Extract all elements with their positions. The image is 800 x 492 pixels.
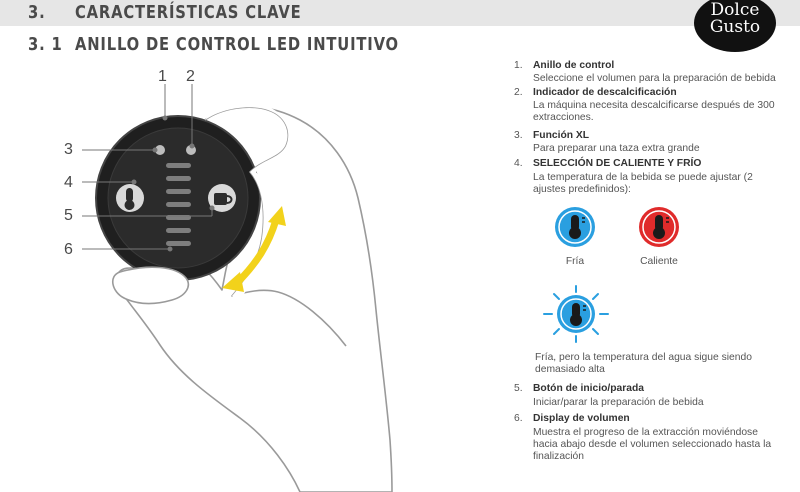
item-title: Anillo de control xyxy=(533,60,615,71)
temperature-button-icon xyxy=(116,184,144,212)
callout-6: 6 xyxy=(64,241,73,258)
item-number: 1. xyxy=(514,60,523,71)
logo-line-2: Gusto xyxy=(709,17,761,37)
item-title: SELECCIÓN DE CALIENTE Y FRÍO xyxy=(533,158,702,169)
led-bar xyxy=(166,241,191,246)
callout-3: 3 xyxy=(64,141,73,158)
section-number: 3. xyxy=(28,2,46,23)
subsection-title: ANILLO DE CONTROL LED INTUITIVO xyxy=(75,34,399,55)
item-description: Para preparar una taza extra grande xyxy=(533,143,700,154)
item-number: 3. xyxy=(514,130,523,141)
led-bar xyxy=(166,189,191,194)
item-number: 2. xyxy=(514,87,523,98)
cold-warning-note: Fría, pero la temperatura del agua sigue siendo demasiado alta xyxy=(535,352,752,376)
led-bar xyxy=(166,163,191,168)
item-number: 5. xyxy=(514,383,523,394)
section-title: CARACTERÍSTICAS CLAVE xyxy=(75,2,302,23)
dolce-gusto-logo xyxy=(694,0,776,52)
item-description: Iniciar/parar la preparación de bebida xyxy=(533,397,704,408)
logo-line-1: Dolce xyxy=(710,0,760,20)
item-description: Muestra el progreso de la extracción moviéndose hacia abajo desde el volumen seleccionado hasta la finalización xyxy=(533,427,772,463)
callout-5: 5 xyxy=(64,207,73,224)
item-description: Seleccione el volumen para la preparación de bebida xyxy=(533,73,776,84)
item-number: 4. xyxy=(514,158,523,169)
item-number: 6. xyxy=(514,413,523,424)
callout-4: 4 xyxy=(64,174,73,191)
item-title: Display de volumen xyxy=(533,413,630,424)
cold-label: Fría xyxy=(565,256,585,267)
led-bar xyxy=(166,176,191,181)
hot-label: Caliente xyxy=(640,256,678,267)
callout-1: 1 xyxy=(158,68,167,85)
item-title: Indicador de descalcificación xyxy=(533,87,677,98)
control-ring-illustration xyxy=(0,60,500,492)
item-description: La temperatura de la bebida se puede ajustar (2 ajustes predefinidos): xyxy=(533,172,753,196)
item-title: Función XL xyxy=(533,130,590,141)
cold-thermometer-icon xyxy=(554,206,596,248)
hot-thermometer-icon xyxy=(638,206,680,248)
led-bar xyxy=(166,228,191,233)
subsection-number: 3. 1 xyxy=(28,34,63,55)
cold-blinking-thermometer-icon xyxy=(540,284,612,344)
led-bar xyxy=(166,202,191,207)
thumb-drawing xyxy=(113,267,189,303)
item-title: Botón de inicio/parada xyxy=(533,383,644,394)
item-description: La máquina necesita descalcificarse después de 300 extracciones. xyxy=(533,100,775,124)
callout-2: 2 xyxy=(186,68,195,85)
